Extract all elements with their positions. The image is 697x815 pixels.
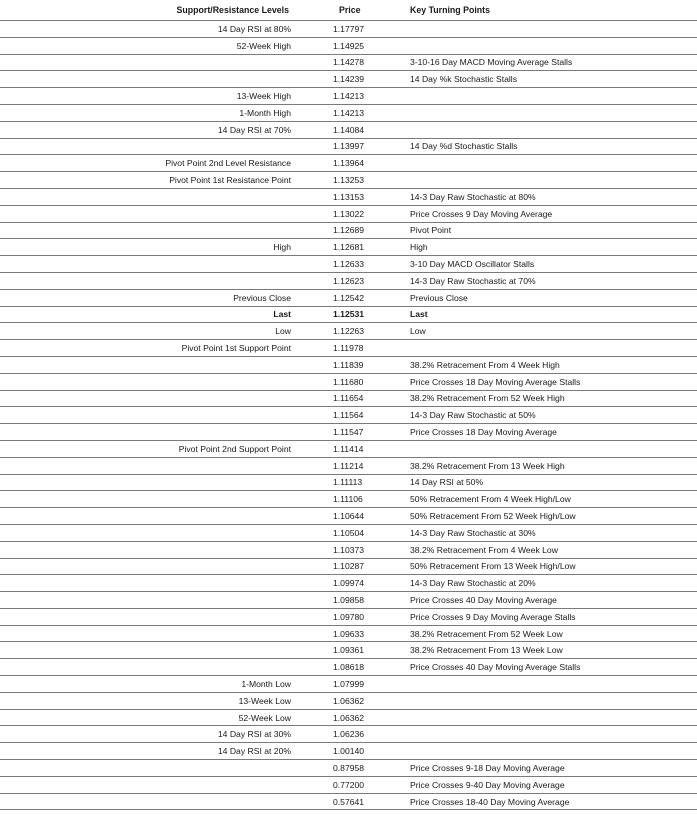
spacer-cell	[297, 138, 331, 155]
turning-point-cell: 38.2% Retracement From 4 Week High	[402, 356, 697, 373]
spacer-cell	[297, 37, 331, 54]
turning-point-cell: Price Crosses 40 Day Moving Average Stalls	[402, 659, 697, 676]
spacer-cell	[297, 172, 331, 189]
level-cell: 14 Day RSI at 20%	[0, 743, 297, 760]
level-cell	[0, 424, 297, 441]
price-cell: 1.06236	[331, 726, 402, 743]
turning-point-cell: 14 Day RSI at 50%	[402, 474, 697, 491]
table-row	[0, 340, 697, 357]
spacer-cell	[297, 306, 331, 323]
spacer-cell	[297, 424, 331, 441]
turning-point-cell: 14-3 Day Raw Stochastic at 20%	[402, 575, 697, 592]
level-cell	[0, 407, 297, 424]
level-cell	[0, 272, 297, 289]
spacer-cell	[297, 709, 331, 726]
level-cell	[0, 356, 297, 373]
spacer-cell	[297, 373, 331, 390]
level-cell	[0, 793, 297, 810]
turning-point-cell: Price Crosses 18 Day Moving Average Stalls	[402, 373, 697, 390]
spacer-cell	[297, 491, 331, 508]
table-row	[0, 138, 697, 155]
level-cell: 1-Month Low	[0, 676, 297, 693]
turning-point-cell: 3-10-16 Day MACD Moving Average Stalls	[402, 54, 697, 71]
turning-point-cell: 14-3 Day Raw Stochastic at 70%	[402, 272, 697, 289]
turning-point-cell: Price Crosses 9 Day Moving Average	[402, 205, 697, 222]
table-row	[0, 373, 697, 390]
level-cell	[0, 138, 297, 155]
table-row	[0, 104, 697, 121]
table-row	[0, 642, 697, 659]
table-row	[0, 239, 697, 256]
price-cell: 1.11564	[331, 407, 402, 424]
spacer-cell	[297, 642, 331, 659]
turning-point-cell	[402, 340, 697, 357]
table-row	[0, 356, 697, 373]
table-row	[0, 726, 697, 743]
level-cell: Pivot Point 2nd Level Resistance	[0, 155, 297, 172]
table-row	[0, 743, 697, 760]
price-cell: 1.13153	[331, 188, 402, 205]
spacer-cell	[297, 760, 331, 777]
turning-point-cell	[402, 88, 697, 105]
turning-point-cell: 14-3 Day Raw Stochastic at 30%	[402, 524, 697, 541]
level-cell	[0, 222, 297, 239]
spacer-cell	[297, 323, 331, 340]
spacer-cell	[297, 793, 331, 810]
level-cell	[0, 541, 297, 558]
turning-point-cell: High	[402, 239, 697, 256]
table-row	[0, 709, 697, 726]
spacer-cell	[297, 205, 331, 222]
level-cell	[0, 575, 297, 592]
level-cell	[0, 256, 297, 273]
turning-point-cell: Price Crosses 9-40 Day Moving Average	[402, 776, 697, 793]
spacer-cell	[297, 692, 331, 709]
table-row	[0, 776, 697, 793]
price-cell: 1.13253	[331, 172, 402, 189]
price-cell: 1.06362	[331, 692, 402, 709]
spacer-cell	[297, 340, 331, 357]
price-cell: 1.12623	[331, 272, 402, 289]
level-cell	[0, 205, 297, 222]
table-row	[0, 390, 697, 407]
spacer-cell	[297, 743, 331, 760]
spacer-cell	[297, 440, 331, 457]
price-cell: 1.12542	[331, 289, 402, 306]
table-row	[0, 457, 697, 474]
turning-point-cell: Price Crosses 9 Day Moving Average Stalls	[402, 608, 697, 625]
turning-point-cell: 14-3 Day Raw Stochastic at 50%	[402, 407, 697, 424]
price-cell: 1.13964	[331, 155, 402, 172]
price-cell: 1.00140	[331, 743, 402, 760]
header-levels: Support/Resistance Levels	[0, 0, 297, 21]
price-cell: 1.14239	[331, 71, 402, 88]
level-cell	[0, 373, 297, 390]
turning-point-cell	[402, 104, 697, 121]
spacer-cell	[297, 457, 331, 474]
turning-point-cell: Price Crosses 9-18 Day Moving Average	[402, 760, 697, 777]
turning-point-cell: 38.2% Retracement From 52 Week High	[402, 390, 697, 407]
table-row	[0, 407, 697, 424]
spacer-cell	[297, 541, 331, 558]
table-row	[0, 289, 697, 306]
price-cell: 1.11113	[331, 474, 402, 491]
price-cell: 1.11414	[331, 440, 402, 457]
price-cell: 1.17797	[331, 21, 402, 38]
price-cell: 1.11978	[331, 340, 402, 357]
table-row	[0, 625, 697, 642]
table-row	[0, 474, 697, 491]
table-row	[0, 188, 697, 205]
price-cell: 1.10504	[331, 524, 402, 541]
spacer-cell	[297, 54, 331, 71]
spacer-cell	[297, 592, 331, 609]
table-row	[0, 424, 697, 441]
turning-point-cell	[402, 37, 697, 54]
table-row	[0, 558, 697, 575]
level-cell	[0, 608, 297, 625]
table-row	[0, 760, 697, 777]
table-row	[0, 155, 697, 172]
level-cell: Low	[0, 323, 297, 340]
level-cell	[0, 642, 297, 659]
turning-point-cell: 50% Retracement From 13 Week High/Low	[402, 558, 697, 575]
spacer-cell	[297, 121, 331, 138]
table-row	[0, 172, 697, 189]
table-row	[0, 71, 697, 88]
spacer-cell	[297, 21, 331, 38]
table-body	[0, 21, 697, 810]
spacer-cell	[297, 776, 331, 793]
turning-point-cell	[402, 440, 697, 457]
spacer-cell	[297, 726, 331, 743]
level-cell: 14 Day RSI at 80%	[0, 21, 297, 38]
price-cell: 1.12263	[331, 323, 402, 340]
spacer-cell	[297, 474, 331, 491]
level-cell	[0, 457, 297, 474]
price-cell: 1.11839	[331, 356, 402, 373]
table-header-row	[0, 0, 697, 21]
turning-point-cell: Price Crosses 18-40 Day Moving Average	[402, 793, 697, 810]
spacer-cell	[297, 188, 331, 205]
level-cell	[0, 558, 297, 575]
level-cell	[0, 390, 297, 407]
spacer-cell	[297, 272, 331, 289]
table-row	[0, 54, 697, 71]
table-row	[0, 306, 697, 323]
spacer-cell	[297, 524, 331, 541]
turning-point-cell: Previous Close	[402, 289, 697, 306]
spacer-cell	[297, 390, 331, 407]
turning-point-cell: Last	[402, 306, 697, 323]
level-cell: 13-Week High	[0, 88, 297, 105]
spacer-cell	[297, 558, 331, 575]
spacer-cell	[297, 222, 331, 239]
level-cell: Previous Close	[0, 289, 297, 306]
table-row	[0, 659, 697, 676]
turning-point-cell	[402, 676, 697, 693]
level-cell	[0, 188, 297, 205]
turning-point-cell: 38.2% Retracement From 13 Week Low	[402, 642, 697, 659]
price-cell: 1.11106	[331, 491, 402, 508]
table-row	[0, 524, 697, 541]
turning-point-cell	[402, 121, 697, 138]
turning-point-cell: 14-3 Day Raw Stochastic at 80%	[402, 188, 697, 205]
spacer-cell	[297, 676, 331, 693]
price-cell: 1.11547	[331, 424, 402, 441]
spacer-cell	[297, 289, 331, 306]
header-spacer	[297, 0, 331, 21]
turning-point-cell: 50% Retracement From 4 Week High/Low	[402, 491, 697, 508]
table-row	[0, 37, 697, 54]
turning-point-cell	[402, 21, 697, 38]
turning-point-cell: Price Crosses 18 Day Moving Average	[402, 424, 697, 441]
level-cell	[0, 625, 297, 642]
spacer-cell	[297, 256, 331, 273]
spacer-cell	[297, 356, 331, 373]
level-cell: Last	[0, 306, 297, 323]
price-cell: 1.13022	[331, 205, 402, 222]
level-cell	[0, 776, 297, 793]
price-cell: 1.06362	[331, 709, 402, 726]
table-row	[0, 491, 697, 508]
table-row	[0, 508, 697, 525]
level-cell: 52-Week High	[0, 37, 297, 54]
level-cell	[0, 592, 297, 609]
level-cell: 13-Week Low	[0, 692, 297, 709]
table-row	[0, 272, 697, 289]
price-cell: 0.87958	[331, 760, 402, 777]
price-cell: 1.09361	[331, 642, 402, 659]
price-cell: 1.14925	[331, 37, 402, 54]
spacer-cell	[297, 508, 331, 525]
level-cell	[0, 760, 297, 777]
table-row	[0, 440, 697, 457]
price-cell: 0.57641	[331, 793, 402, 810]
price-cell: 1.12681	[331, 239, 402, 256]
level-cell	[0, 524, 297, 541]
level-cell	[0, 659, 297, 676]
spacer-cell	[297, 155, 331, 172]
spacer-cell	[297, 88, 331, 105]
level-cell	[0, 71, 297, 88]
table-row	[0, 88, 697, 105]
turning-point-cell	[402, 726, 697, 743]
turning-point-cell	[402, 692, 697, 709]
turning-point-cell: 14 Day %k Stochastic Stalls	[402, 71, 697, 88]
price-cell: 1.08618	[331, 659, 402, 676]
price-cell: 1.11214	[331, 457, 402, 474]
turning-point-cell	[402, 155, 697, 172]
spacer-cell	[297, 407, 331, 424]
price-cell: 1.10644	[331, 508, 402, 525]
level-cell: 52-Week Low	[0, 709, 297, 726]
spacer-cell	[297, 104, 331, 121]
price-cell: 0.77200	[331, 776, 402, 793]
table-row	[0, 608, 697, 625]
table-row	[0, 21, 697, 38]
spacer-cell	[297, 71, 331, 88]
turning-point-cell: 14 Day %d Stochastic Stalls	[402, 138, 697, 155]
price-cell: 1.07999	[331, 676, 402, 693]
turning-point-cell: 50% Retracement From 52 Week High/Low	[402, 508, 697, 525]
turning-point-cell: Price Crosses 40 Day Moving Average	[402, 592, 697, 609]
table-row	[0, 205, 697, 222]
price-cell: 1.09858	[331, 592, 402, 609]
turning-point-cell	[402, 172, 697, 189]
table-row	[0, 541, 697, 558]
price-cell: 1.12531	[331, 306, 402, 323]
header-price: Price	[331, 0, 402, 21]
level-cell	[0, 491, 297, 508]
table-row	[0, 121, 697, 138]
level-cell: High	[0, 239, 297, 256]
price-cell: 1.10287	[331, 558, 402, 575]
level-cell	[0, 474, 297, 491]
table-row	[0, 692, 697, 709]
table-row	[0, 323, 697, 340]
turning-point-cell: 38.2% Retracement From 52 Week Low	[402, 625, 697, 642]
price-cell: 1.12633	[331, 256, 402, 273]
price-cell: 1.10373	[331, 541, 402, 558]
price-cell: 1.14213	[331, 104, 402, 121]
price-cell: 1.14084	[331, 121, 402, 138]
turning-point-cell: 3-10 Day MACD Oscillator Stalls	[402, 256, 697, 273]
level-cell: Pivot Point 1st Resistance Point	[0, 172, 297, 189]
table-row	[0, 575, 697, 592]
spacer-cell	[297, 625, 331, 642]
turning-point-cell: 38.2% Retracement From 4 Week Low	[402, 541, 697, 558]
table-row	[0, 222, 697, 239]
level-cell	[0, 508, 297, 525]
level-cell	[0, 54, 297, 71]
price-cell: 1.13997	[331, 138, 402, 155]
level-cell: 14 Day RSI at 30%	[0, 726, 297, 743]
level-cell: 14 Day RSI at 70%	[0, 121, 297, 138]
turning-point-cell	[402, 709, 697, 726]
turning-point-cell: 38.2% Retracement From 13 Week High	[402, 457, 697, 474]
spacer-cell	[297, 239, 331, 256]
price-cell: 1.12689	[331, 222, 402, 239]
price-cell: 1.11680	[331, 373, 402, 390]
turning-point-cell: Low	[402, 323, 697, 340]
level-cell: 1-Month High	[0, 104, 297, 121]
turning-point-cell	[402, 743, 697, 760]
price-cell: 1.14278	[331, 54, 402, 71]
price-cell: 1.09780	[331, 608, 402, 625]
price-cell: 1.09633	[331, 625, 402, 642]
spacer-cell	[297, 575, 331, 592]
table-row	[0, 256, 697, 273]
price-cell: 1.09974	[331, 575, 402, 592]
price-cell: 1.11654	[331, 390, 402, 407]
table-row	[0, 793, 697, 810]
spacer-cell	[297, 659, 331, 676]
level-cell: Pivot Point 2nd Support Point	[0, 440, 297, 457]
table-row	[0, 592, 697, 609]
turning-point-cell: Pivot Point	[402, 222, 697, 239]
spacer-cell	[297, 608, 331, 625]
header-turning-points: Key Turning Points	[402, 0, 697, 21]
level-cell: Pivot Point 1st Support Point	[0, 340, 297, 357]
table-row	[0, 676, 697, 693]
price-cell: 1.14213	[331, 88, 402, 105]
